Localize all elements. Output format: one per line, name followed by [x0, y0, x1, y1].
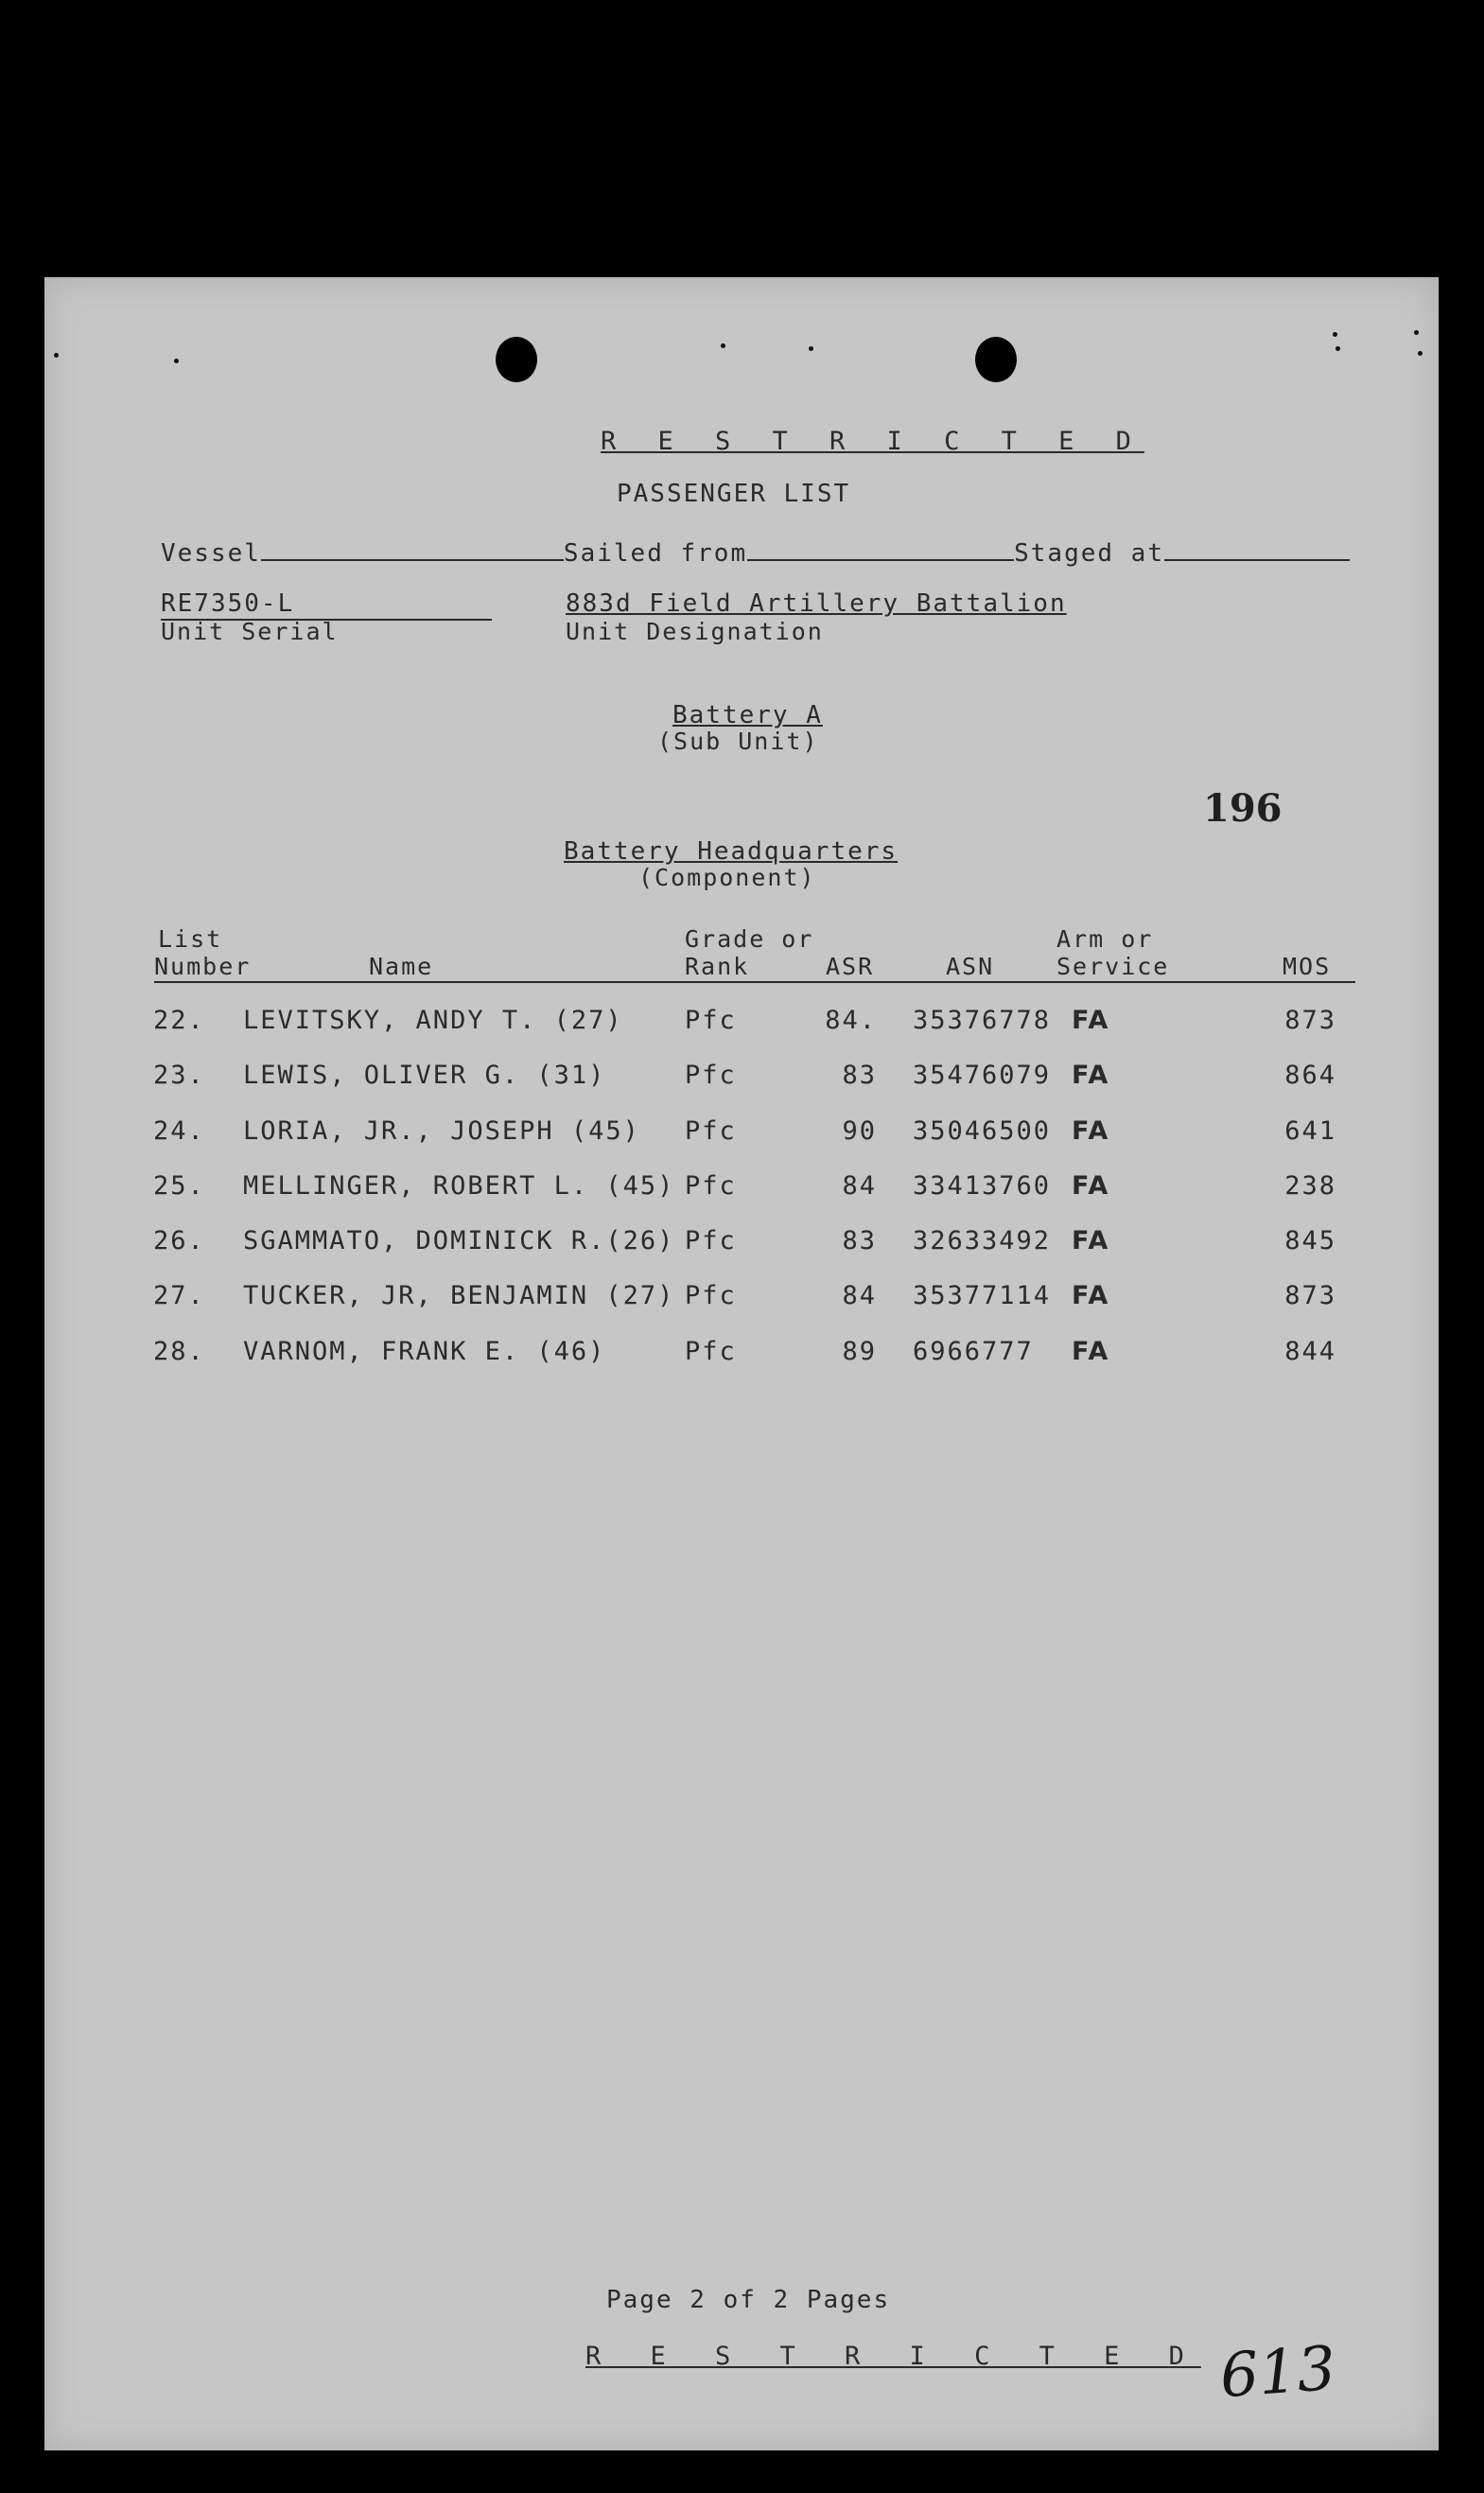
speck — [1418, 351, 1423, 356]
col-arm-line2: Service — [1056, 953, 1170, 980]
stamped-page-number: 196 — [1203, 786, 1283, 831]
row-mos: 873 — [1284, 1281, 1336, 1310]
row-asn: 35376778 — [913, 1006, 1052, 1035]
sailed-label-text: Sailed from — [563, 539, 748, 568]
row-grade: Pfc — [685, 1171, 737, 1201]
col-list-number-line1: List — [158, 925, 223, 953]
unit-serial-value: RE7350-L — [161, 589, 295, 618]
row-asn: 35377114 — [913, 1281, 1052, 1310]
table-row — [44, 1061, 1439, 1098]
row-grade: Pfc — [685, 1281, 737, 1310]
row-mos: 238 — [1284, 1171, 1336, 1201]
row-name: MELLINGER, ROBERT L. (45) — [243, 1171, 675, 1201]
row-number: 22. — [153, 1006, 205, 1035]
row-arm: FA — [1072, 1337, 1110, 1366]
row-asn: 35476079 — [913, 1061, 1052, 1090]
col-asr: ASR — [826, 953, 875, 980]
row-arm: FA — [1072, 1226, 1110, 1255]
table-row — [44, 1171, 1439, 1209]
speck — [1336, 346, 1340, 351]
component-value: Battery Headquarters — [564, 837, 899, 866]
sailed-blank — [747, 538, 1014, 561]
row-name: SGAMMATO, DOMINICK R.(26) — [243, 1226, 675, 1255]
speck — [721, 343, 725, 348]
row-number: 27. — [153, 1281, 205, 1310]
row-grade: Pfc — [685, 1116, 737, 1146]
row-number: 28. — [153, 1337, 205, 1366]
unit-designation-label: Unit Designation — [566, 618, 824, 645]
row-asn: 6966777 — [913, 1337, 1034, 1366]
row-name: LEWIS, OLIVER G. (31) — [243, 1061, 606, 1090]
row-asr: 84 — [842, 1281, 877, 1310]
row-asr: 83 — [842, 1061, 877, 1090]
row-mos: 844 — [1284, 1337, 1336, 1366]
row-asr: 83 — [842, 1226, 877, 1255]
row-grade: Pfc — [685, 1226, 737, 1255]
row-mos: 873 — [1284, 1006, 1336, 1035]
restricted-title: R E S T R I C T E D — [601, 427, 1144, 456]
passenger-list-title: PASSENGER LIST — [617, 480, 851, 508]
speck — [1333, 332, 1337, 337]
vessel-label-text: Vessel — [161, 539, 261, 568]
speck — [1414, 330, 1419, 335]
row-name: TUCKER, JR, BENJAMIN (27) — [243, 1281, 675, 1310]
row-arm: FA — [1072, 1116, 1110, 1146]
row-mos: 864 — [1284, 1061, 1336, 1090]
table-row — [44, 1226, 1439, 1264]
row-name: VARNOM, FRANK E. (46) — [243, 1337, 606, 1366]
row-arm: FA — [1072, 1061, 1110, 1090]
col-asn: ASN — [946, 953, 995, 980]
row-name: LEVITSKY, ANDY T. (27) — [243, 1006, 623, 1035]
speck — [174, 359, 179, 363]
row-asr: 84. — [825, 1006, 877, 1035]
row-number: 24. — [153, 1116, 205, 1146]
col-list-number-line2: Number — [154, 953, 252, 980]
staged-blank — [1164, 538, 1350, 561]
header-rule — [154, 981, 1355, 983]
row-number: 26. — [153, 1226, 205, 1255]
col-grade-line1: Grade or — [685, 925, 814, 953]
unit-serial-label: Unit Serial — [161, 618, 339, 645]
col-mos: MOS — [1283, 953, 1332, 980]
table-row — [44, 1337, 1439, 1375]
row-number: 25. — [153, 1171, 205, 1201]
document-page — [44, 277, 1439, 2450]
row-asr: 90 — [842, 1116, 877, 1146]
sub-unit-label: (Sub Unit) — [657, 728, 819, 755]
row-grade: Pfc — [685, 1006, 737, 1035]
punch-hole-left — [496, 337, 537, 382]
punch-hole-right — [975, 337, 1017, 382]
vessel-label — [161, 538, 1350, 568]
unit-designation-value: 883d Field Artillery Battalion — [566, 589, 1067, 618]
handwritten-number: 613 — [1217, 2333, 1338, 2413]
sub-unit-value: Battery A — [672, 701, 823, 729]
row-name: LORIA, JR., JOSEPH (45) — [243, 1116, 640, 1146]
row-asn: 33413760 — [913, 1171, 1052, 1201]
restricted-footer: R E S T R I C T E D — [585, 2342, 1201, 2371]
row-asr: 84 — [842, 1171, 877, 1201]
component-label: (Component) — [638, 864, 816, 891]
speck — [54, 353, 59, 358]
row-arm: FA — [1072, 1006, 1110, 1035]
speck — [809, 346, 813, 351]
row-arm: FA — [1072, 1171, 1110, 1201]
row-asr: 89 — [842, 1337, 877, 1366]
col-name: Name — [369, 953, 434, 980]
row-grade: Pfc — [685, 1337, 737, 1366]
table-row — [44, 1116, 1439, 1154]
row-grade: Pfc — [685, 1061, 737, 1090]
staged-label-text: Staged at — [1014, 539, 1164, 568]
page-count: Page 2 of 2 Pages — [606, 2286, 891, 2314]
table-row — [44, 1281, 1439, 1319]
col-grade-line2: Rank — [685, 953, 750, 980]
row-asn: 32633492 — [913, 1226, 1052, 1255]
row-number: 23. — [153, 1061, 205, 1090]
table-row — [44, 1006, 1439, 1044]
row-mos: 641 — [1284, 1116, 1336, 1146]
col-arm-line1: Arm or — [1056, 925, 1154, 953]
row-arm: FA — [1072, 1281, 1110, 1310]
row-asn: 35046500 — [913, 1116, 1052, 1146]
row-mos: 845 — [1284, 1226, 1336, 1255]
vessel-blank — [261, 538, 564, 561]
